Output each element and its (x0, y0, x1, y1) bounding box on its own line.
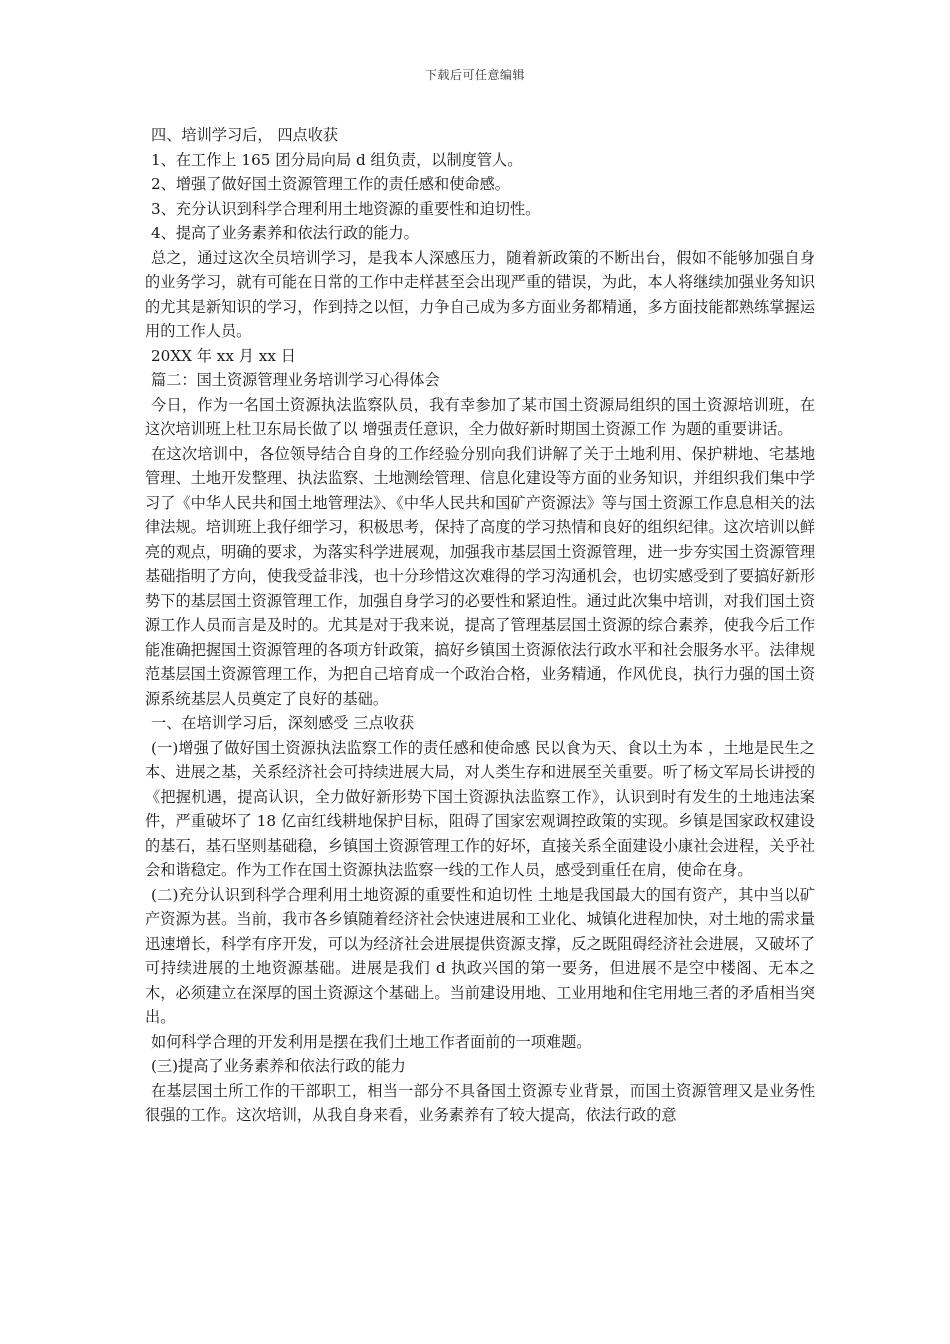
body-paragraph: 在基层国土所工作的干部职工，相当一部分不具备国土资源专业背景，而国土资源管理又是业务性很强的工作。这次培训，从我自身来看，业务素养有了较大提高，依法行政的意 (145, 1081, 815, 1124)
list-item: 1、在工作上 165 团分局向局 d 组负责，以制度管人。 (151, 150, 523, 169)
page-header: 下载后可任意编辑 (424, 68, 525, 82)
section-heading-1: 一、在培训学习后，深刻感受 三点收获 (151, 714, 415, 732)
list-item: 4、提高了业务素养和依法行政的能力。 (151, 224, 419, 242)
body-paragraph: 在这次培训中，各位领导结合自身的工作经验分别向我们讲解了关于土地利用、保护耕地、宅基地管理、土地开发整理、执法监察、土地测绘管理、信息化建设等方面的业务知识，并组织我们集中学习了《中华人民共和国土地管理法》、《中华人民共和国矿产资源法》等与国土资源工作息息相关的法律法规。培训班上我仔细学习，积极思考，保持了高度的学习热情和良好的组织纪律。这次培训以鲜亮的观点，明确的要求，为落实科学进展观，加强我市基层国土资源管理，进一步夯实国土资源管理基础指明了方向，使我受益非浅，也十分珍惜这次难得的学习沟通机会，也切实感受到了要搞好新形势下的基层国土资源管理工作，加强自身学习的必要性和紧迫性。通过此次集中培训，对我们国土资源工作人员而言是及时的。尤其是对于我来说，提高了管理基层国土资源的综合素养，使我今后工作能准确把握国土资源管理的各项方针政策，搞好乡镇国土资源依法行政水平和社会服务水平。法律规范基层国土资源管理工作，为把自己培育成一个政治合格，业务精通，作风优良，执行力强的国土资源系统基层人员奠定了良好的基础。 (145, 444, 815, 708)
date-line: 20XX 年 xx 月 xx 日 (151, 346, 296, 365)
list-item: 3、充分认识到科学合理利用土地资源的重要性和迫切性。 (151, 199, 541, 218)
article-title: 篇二：国土资源管理业务培训学习心得体会 (151, 371, 440, 389)
body-paragraph: 今日，作为一名国土资源执法监察队员，我有幸参加了某市国土资源局组织的国土资源培训班，在这次培训班上杜卫东局长做了以 增强责任意识，全力做好新时期国土资源工作 为题的重要讲话。 (145, 395, 815, 438)
list-item: 2、增强了做好国土资源管理工作的责任感和使命感。 (151, 175, 510, 193)
summary-paragraph: 总之，通过这次全员培训学习，是我本人深感压力，随着新政策的不断出台，假如不能够加强自身的业务学习，就有可能在日常的工作中走样甚至会出现严重的错误，为此，本人将继续加强业务知识的尤其是新知识的学习，作到持之以恒，力争自己成为多方面业务都精通，多方面技能都熟练掌握运用的工作人员。 (145, 248, 815, 340)
document-body (145, 123, 815, 1128)
body-paragraph: 如何科学合理的开发利用是摆在我们土地工作者面前的一项难题。 (151, 1032, 592, 1051)
body-paragraph: (一)增强了做好国土资源执法监察工作的责任感和使命感 民以食为天、食以土为本 ，土地是民生之本、进展之基，关系经济社会可持续进展大局，对人类生存和进展至关重要。听了杨文军局长讲授的《把握机遇，提高认识，全力做好新形势下国土资源执法监察工作》，认识到时有发生的土地违法案件，严重破坏了 18 亿亩红线耕地保护目标，阻碍了国家宏观调控政策的实现。乡镇是国家政权建设的基石，基石坚则基础稳，乡镇国土资源管理工作的好坏，直接关系全面建设小康社会进程，关乎社会和谐稳定。作为工作在国土资源执法监察一线的工作人员，感受到重任在肩，使命在身。 (145, 738, 815, 879)
section-heading-4: 四、培训学习后， 四点收获 (151, 126, 339, 144)
body-paragraph: (二)充分认识到科学合理利用土地资源的重要性和迫切性 土地是我国最大的国有资产，其中当以矿产资源为甚。当前，我市各乡镇随着经济社会快速进展和工业化、城镇化进程加快，对土地的需求量迅速增长，科学有序开发，可以为经济社会进展提供资源支撑，反之既阻碍经济社会进展，又破坏了可持续进展的土地资源基础。进展是我们 d 执政兴国的第一要务，但进展不是空中楼阁、无本之木，必须建立在深厚的国土资源这个基础上。当前建设用地、工业用地和住宅用地三者的矛盾相当突出。 (145, 885, 815, 1026)
subsection-heading: (三)提高了业务素养和依法行政的能力 (151, 1057, 406, 1075)
